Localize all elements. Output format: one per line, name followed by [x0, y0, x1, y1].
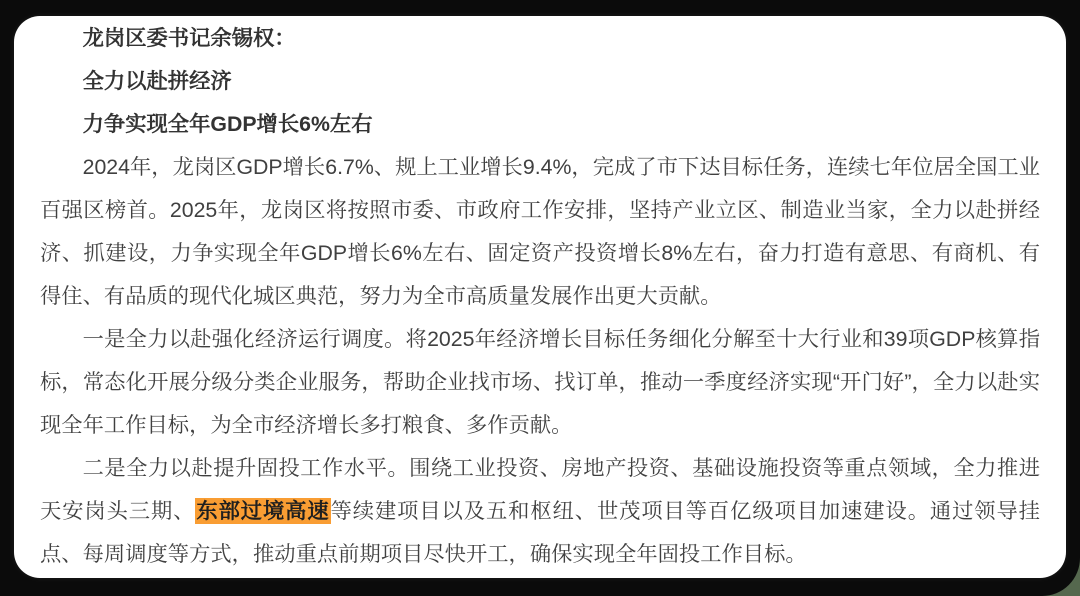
paragraph-point-two: [40, 447, 1040, 576]
article-headline-2: 力争实现全年GDP增长6%左右: [82, 112, 373, 136]
article-headline-1: 全力以赴拼经济: [82, 69, 232, 93]
paragraph-point-two-tail: 等续建项目以及五和枢纽、世茂项目等百亿级项目加速建设。通过领导挂点、每周调度等方式，推动重点前期项目尽快开工，确保实现全年固投工作目标。: [40, 499, 1040, 566]
highlight-east-transit-expressway: 东部过境高速: [196, 499, 330, 523]
article-content: [14, 16, 1066, 576]
article-card: [14, 16, 1066, 578]
paragraph-point-two-lead: 二是全力以赴提升固投工作水平。围绕工业投资、房地产投资、基础设施投资等重点领域，全力推进天安岗头三期、: [40, 456, 1040, 523]
paragraph-point-one: 一是全力以赴强化经济运行调度。将2025年经济增长目标任务细化分解至十大行业和39项GDP核算指标，常态化开展分级分类企业服务，帮助企业找市场、找订单，推动一季度经济实现“开门好”，全力以赴实现全年工作目标，为全市经济增长多打粮食、多作贡献。: [40, 327, 1040, 437]
article-byline: 龙岗区委书记余锡权：: [82, 26, 296, 50]
paragraph-overview: 2024年，龙岗区GDP增长6.7%、规上工业增长9.4%，完成了市下达目标任务，连续七年位居全国工业百强区榜首。2025年，龙岗区将按照市委、市政府工作安排，坚持产业立区、制造业当家，全力以赴拼经济、抓建设，力争实现全年GDP增长6%左右、固定资产投资增长8%左右，奋力打造有意思、有商机、有得住、有品质的现代化城区典范，努力为全市高质量发展作出更大贡献。: [40, 155, 1040, 308]
